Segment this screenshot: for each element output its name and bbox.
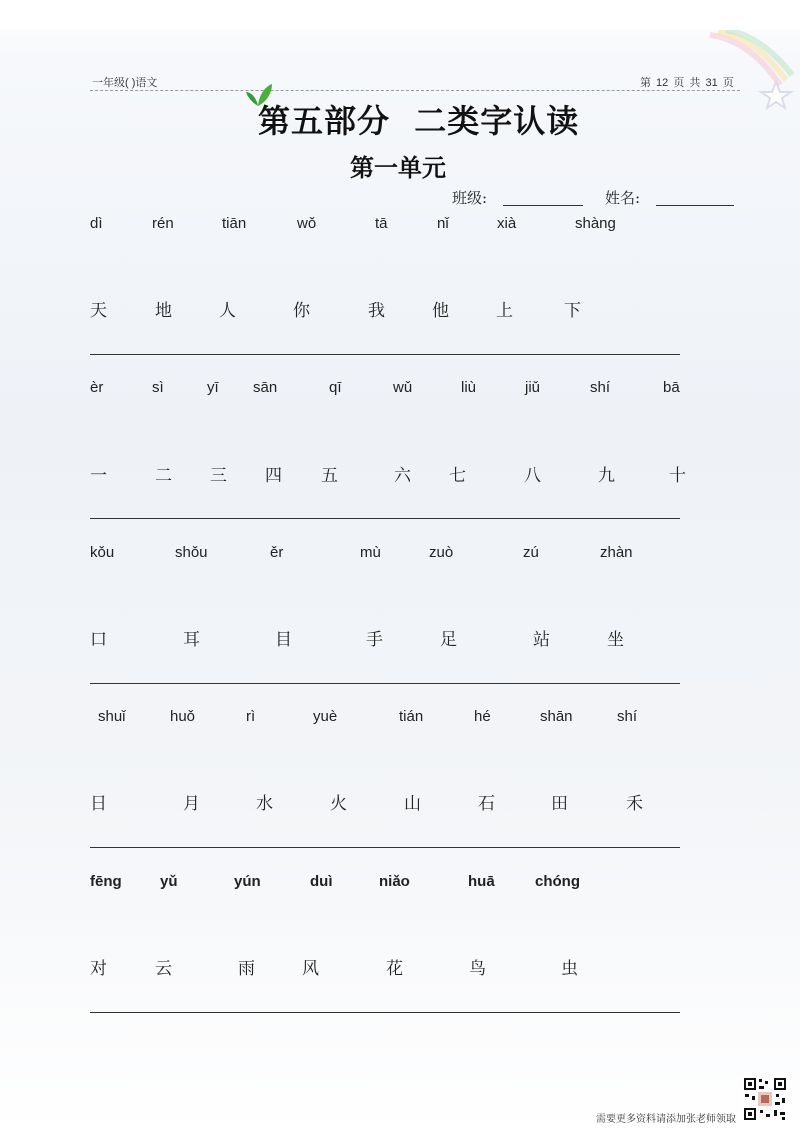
hanzi: 对 <box>90 959 107 979</box>
hanzi: 地 <box>155 301 172 321</box>
pinyin: tián <box>399 708 424 725</box>
pinyin: liù <box>461 379 477 396</box>
hanzi: 耳 <box>183 630 200 650</box>
hanzi: 月 <box>183 794 200 814</box>
hanzi: 九 <box>598 466 615 486</box>
pinyin: yuè <box>313 708 338 725</box>
hanzi: 鸟 <box>469 959 486 979</box>
row-divider <box>90 1012 680 1013</box>
hanzi: 五 <box>321 466 338 486</box>
class-blank <box>503 205 583 206</box>
header-page-number: 第 12 页 共 31 页 <box>640 77 734 89</box>
hanzi: 二 <box>155 466 172 486</box>
top-margin <box>0 0 800 30</box>
header-divider <box>90 90 740 91</box>
pinyin: wǔ <box>393 379 413 396</box>
hanzi: 上 <box>496 301 513 321</box>
hanzi: 六 <box>394 466 411 486</box>
pinyin: rén <box>152 215 174 232</box>
hanzi: 水 <box>256 794 273 814</box>
pinyin: sān <box>253 379 278 396</box>
hanzi: 坐 <box>607 630 624 650</box>
pinyin: shǒu <box>175 544 208 561</box>
page-title: 第五部分 二类字认读 <box>258 102 580 140</box>
hanzi: 日 <box>90 794 107 814</box>
pinyin: yī <box>207 379 219 396</box>
row-divider <box>90 847 680 848</box>
hanzi: 四 <box>265 466 282 486</box>
hanzi: 站 <box>533 630 550 650</box>
hanzi: 你 <box>293 301 310 321</box>
hanzi: 风 <box>302 959 319 979</box>
class-label: 班级: <box>452 189 488 207</box>
pinyin: duì <box>310 873 333 890</box>
qr-code-icon[interactable] <box>742 1076 788 1122</box>
pinyin: bā <box>663 379 680 396</box>
rainbow-star-decoration <box>690 30 800 110</box>
pinyin: ěr <box>270 544 284 561</box>
pinyin: èr <box>90 379 104 396</box>
unit-subtitle: 第一单元 <box>350 153 446 182</box>
pinyin: huǒ <box>170 708 196 725</box>
pinyin: xià <box>497 215 517 232</box>
header-grade-subject: 一年级( )语文 <box>92 77 158 89</box>
hanzi: 雨 <box>238 959 255 979</box>
pinyin: tā <box>375 215 388 232</box>
pinyin: shí <box>590 379 611 396</box>
hanzi: 目 <box>275 630 292 650</box>
pinyin: mù <box>360 544 381 561</box>
row-divider <box>90 683 680 684</box>
pinyin: zhàn <box>600 544 633 561</box>
pinyin: fēng <box>90 873 122 890</box>
pinyin: yǔ <box>160 873 178 890</box>
hanzi: 山 <box>404 794 421 814</box>
pinyin: shàng <box>575 215 616 232</box>
hanzi: 虫 <box>561 959 578 979</box>
hanzi: 足 <box>440 630 457 650</box>
name-label: 姓名: <box>605 189 641 207</box>
pinyin: zú <box>523 544 539 561</box>
hanzi: 花 <box>386 959 403 979</box>
pinyin: qī <box>329 379 342 396</box>
pinyin: rì <box>246 708 256 725</box>
pinyin: nǐ <box>437 215 449 232</box>
hanzi: 云 <box>155 959 172 979</box>
pinyin: huā <box>468 873 495 890</box>
hanzi: 三 <box>210 466 227 486</box>
hanzi: 下 <box>564 301 581 321</box>
row-divider <box>90 354 680 355</box>
hanzi: 田 <box>551 794 568 814</box>
pinyin: wǒ <box>297 215 317 232</box>
hanzi: 一 <box>90 466 107 486</box>
pinyin: shān <box>540 708 573 725</box>
hanzi: 口 <box>90 630 107 650</box>
hanzi: 七 <box>449 466 466 486</box>
pinyin: sì <box>152 379 164 396</box>
pinyin: kǒu <box>90 544 115 561</box>
hanzi: 手 <box>366 630 383 650</box>
hanzi: 人 <box>219 301 236 321</box>
pinyin: dì <box>90 215 103 232</box>
hanzi: 我 <box>368 301 385 321</box>
hanzi: 十 <box>669 466 686 486</box>
pinyin: niǎo <box>379 873 410 890</box>
hanzi: 天 <box>90 301 107 321</box>
pinyin: hé <box>474 708 491 725</box>
hanzi: 石 <box>478 794 495 814</box>
pinyin: chóng <box>535 873 580 890</box>
hanzi: 火 <box>330 794 347 814</box>
pinyin: zuò <box>429 544 454 561</box>
hanzi: 他 <box>432 301 449 321</box>
row-divider <box>90 518 680 519</box>
footer-note: 需要更多资料请添加张老师领取 <box>596 1114 736 1125</box>
pinyin: yún <box>234 873 261 890</box>
hanzi: 八 <box>524 466 541 486</box>
pinyin: tiān <box>222 215 247 232</box>
pinyin: shí <box>617 708 638 725</box>
pinyin: shuǐ <box>98 708 126 725</box>
hanzi: 禾 <box>626 794 643 814</box>
name-blank <box>656 205 734 206</box>
pinyin: jiǔ <box>525 379 541 396</box>
